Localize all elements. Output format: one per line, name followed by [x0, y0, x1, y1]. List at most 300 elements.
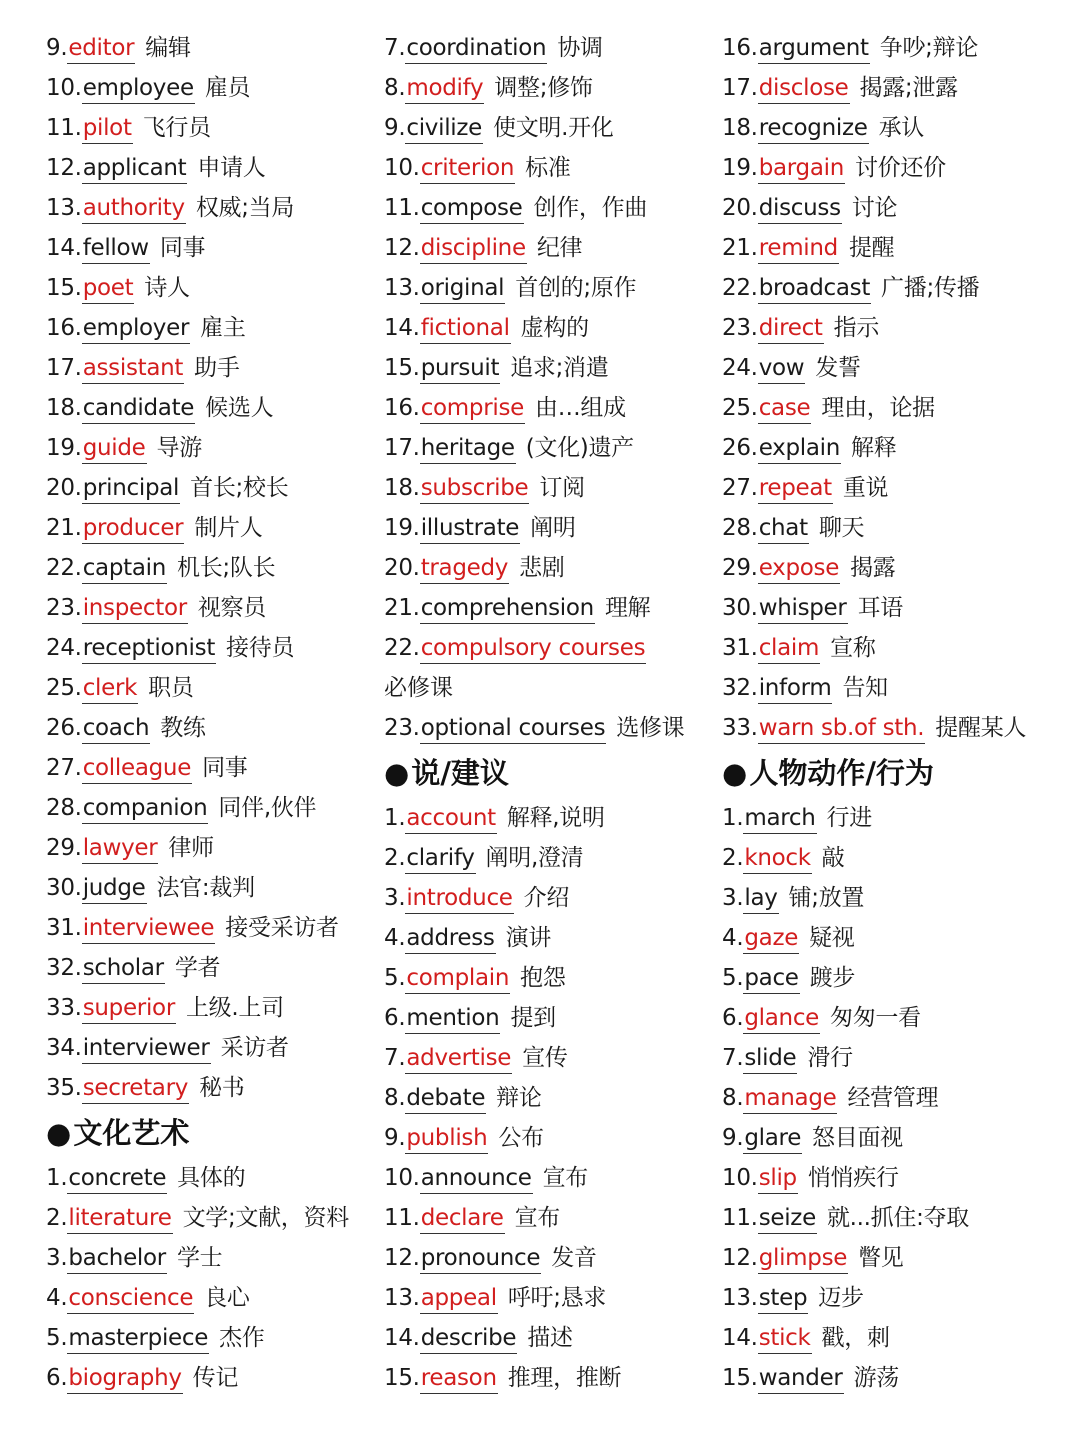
chinese-translation: 教练	[160, 715, 206, 741]
chinese-translation: 悲剧	[519, 555, 565, 581]
vocab-item	[384, 1038, 714, 1078]
vocab-item	[722, 838, 1072, 878]
chinese-translation: 解释,说明	[506, 805, 605, 831]
chinese-translation: 宣布	[542, 1165, 588, 1191]
vocab-item	[46, 508, 366, 548]
english-word: pronounce	[420, 1243, 542, 1274]
english-word: fellow	[82, 233, 150, 264]
english-word: clarify	[405, 843, 475, 874]
english-word: pilot	[82, 113, 133, 144]
english-word: debate	[405, 1083, 486, 1114]
item-number: 27.	[46, 755, 82, 781]
english-word: discipline	[420, 233, 527, 264]
chinese-translation: 接待员	[226, 635, 295, 661]
item-number: 22.	[722, 275, 758, 301]
item-number: 12.	[46, 155, 82, 181]
chinese-translation: 辩论	[496, 1085, 542, 1111]
vocab-item	[722, 228, 1072, 268]
col1-list2	[46, 1158, 366, 1398]
english-word: vow	[758, 353, 806, 384]
chinese-translation: 解释	[851, 435, 897, 461]
item-number: 6.	[384, 1005, 406, 1031]
chinese-translation: 发音	[551, 1245, 597, 1271]
vocab-item	[722, 268, 1072, 308]
col2-item23	[384, 708, 714, 748]
vocab-item	[722, 28, 1072, 68]
section-heading-culture-art	[46, 1108, 366, 1158]
heading-text: 说/建议	[411, 756, 509, 790]
english-word: tragedy	[420, 553, 509, 584]
item-number: 31.	[722, 635, 758, 661]
chinese-translation: 匆匆一看	[830, 1005, 921, 1031]
item-number: 33.	[46, 995, 82, 1021]
english-word: appeal	[420, 1283, 498, 1314]
chinese-translation: (文化)遗产	[525, 435, 634, 461]
english-word: inform	[758, 673, 833, 704]
vocab-item	[722, 998, 1072, 1038]
chinese-translation: 经营管理	[847, 1085, 939, 1111]
vocab-item	[46, 748, 366, 788]
vocab-item	[46, 188, 366, 228]
item-number: 6.	[722, 1005, 744, 1031]
english-word: remind	[758, 233, 839, 264]
item-number: 23.	[384, 715, 420, 741]
english-word: wander	[758, 1363, 844, 1394]
item-number: 23.	[46, 595, 82, 621]
vocab-item	[384, 1318, 714, 1358]
vocab-item	[384, 1358, 714, 1398]
chinese-translation: 具体的	[177, 1165, 246, 1191]
bullet-icon: ●	[384, 756, 410, 790]
english-word: discuss	[758, 193, 842, 224]
vocab-item	[46, 268, 366, 308]
english-word: introduce	[405, 883, 513, 914]
vocab-item	[384, 878, 714, 918]
vocab-item	[722, 108, 1072, 148]
vocab-item	[722, 508, 1072, 548]
item-number: 8.	[384, 75, 406, 101]
english-word: glance	[743, 1003, 820, 1034]
english-word: march	[743, 803, 816, 834]
chinese-translation: 追求;消遣	[510, 355, 609, 381]
english-word: glare	[743, 1123, 802, 1154]
chinese-translation: 踱步	[809, 965, 856, 991]
vocab-item	[722, 668, 1072, 708]
english-word: pace	[743, 963, 799, 994]
chinese-translation: 指示	[833, 315, 880, 341]
heading-text: 文化艺术	[73, 1116, 190, 1150]
english-word: optional courses	[420, 713, 607, 744]
item-number: 2.	[46, 1205, 68, 1231]
vocab-item	[384, 588, 714, 628]
chinese-translation: 阐明,澄清	[485, 845, 584, 871]
chinese-translation: 机长;队长	[177, 555, 276, 581]
item-number: 13.	[46, 195, 82, 221]
col1-list	[46, 28, 366, 1108]
item-number: 12.	[384, 235, 420, 261]
english-word: bargain	[758, 153, 845, 184]
chinese-translation: 提醒某人	[935, 715, 1027, 741]
english-word: bachelor	[67, 1243, 167, 1274]
chinese-translation: 宣布	[514, 1205, 560, 1231]
english-word: whisper	[758, 593, 848, 624]
chinese-translation: 良心	[204, 1285, 250, 1311]
english-word: masterpiece	[67, 1323, 209, 1354]
english-word: candidate	[82, 393, 195, 424]
item-number: 30.	[46, 875, 82, 901]
chinese-translation: 理由，论据	[821, 395, 935, 421]
vocab-item	[384, 468, 714, 508]
chinese-translation: 发誓	[815, 355, 861, 381]
english-word: lawyer	[82, 833, 159, 864]
item-number: 7.	[722, 1045, 744, 1071]
vocab-item	[46, 1238, 366, 1278]
chinese-translation: 讨论	[851, 195, 898, 221]
chinese-translation: 游荡	[853, 1365, 899, 1391]
vocab-item	[384, 148, 714, 188]
col2-list	[384, 28, 714, 668]
item-number: 29.	[722, 555, 758, 581]
item-number: 20.	[46, 475, 82, 501]
vocab-item	[384, 998, 714, 1038]
vocab-item	[722, 1278, 1072, 1318]
item-number: 17.	[722, 75, 758, 101]
chinese-translation: 理解	[604, 595, 651, 621]
vocab-item	[384, 68, 714, 108]
english-word: clerk	[82, 673, 138, 704]
vocab-item	[384, 628, 714, 668]
english-word: broadcast	[758, 273, 871, 304]
chinese-translation: 铺;放置	[788, 885, 865, 911]
english-word: reason	[420, 1363, 498, 1394]
vocab-item	[384, 1158, 714, 1198]
chinese-translation: 宣称	[830, 635, 876, 661]
vocab-item	[46, 468, 366, 508]
item-number: 32.	[722, 675, 758, 701]
english-word: recognize	[758, 113, 869, 144]
chinese-translation: 疑视	[809, 925, 855, 951]
chinese-translation: 戳，刺	[821, 1325, 890, 1351]
chinese-translation: 揭露	[850, 555, 896, 581]
english-word: publish	[405, 1123, 488, 1154]
vocab-item	[722, 1078, 1072, 1118]
chinese-translation: 同伴,伙伴	[218, 795, 317, 821]
chinese-translation: 学士	[176, 1245, 223, 1271]
item-number: 9.	[46, 35, 68, 61]
english-word: compulsory courses	[420, 633, 647, 664]
column-3	[722, 28, 1072, 1398]
vocab-item	[384, 918, 714, 958]
item-number: 27.	[722, 475, 758, 501]
item-number: 10.	[384, 1165, 420, 1191]
vocab-item	[384, 228, 714, 268]
vocab-item	[46, 1278, 366, 1318]
chinese-translation: 飞行员	[142, 115, 211, 141]
item-number: 5.	[384, 965, 406, 991]
chinese-translation: 上级.上司	[185, 995, 284, 1021]
chinese-translation: 提到	[510, 1005, 556, 1031]
chinese-translation: 告知	[842, 675, 888, 701]
english-word: glimpse	[758, 1243, 848, 1274]
chinese-translation: 耳语	[857, 595, 903, 621]
item-number: 9.	[722, 1125, 744, 1151]
vocab-item	[46, 108, 366, 148]
item-number: 13.	[384, 1285, 420, 1311]
vocab-item	[46, 1198, 366, 1238]
item22-translation: 必修课	[384, 675, 453, 701]
vocab-item	[722, 1238, 1072, 1278]
english-word: announce	[420, 1163, 533, 1194]
english-word: pursuit	[420, 353, 501, 384]
item-number: 12.	[722, 1245, 758, 1271]
english-word: principal	[82, 473, 180, 504]
english-word: employee	[82, 73, 195, 104]
item-number: 21.	[722, 235, 758, 261]
english-word: assistant	[82, 353, 184, 384]
item-number: 15.	[46, 275, 82, 301]
chinese-translation: 首长;校长	[190, 475, 289, 501]
vocab-item	[46, 828, 366, 868]
english-word: guide	[82, 433, 147, 464]
vocab-item	[722, 188, 1072, 228]
vocab-item	[46, 708, 366, 748]
vocab-item	[722, 1118, 1072, 1158]
vocab-item	[384, 108, 714, 148]
chinese-translation: 候选人	[205, 395, 274, 421]
english-word: modify	[405, 73, 484, 104]
chinese-translation: 法官:裁判	[156, 875, 255, 901]
chinese-translation: 宣传	[522, 1045, 568, 1071]
chinese-translation: 迈步	[818, 1285, 864, 1311]
vocab-item	[46, 948, 366, 988]
item-number: 19.	[46, 435, 82, 461]
item-number: 7.	[384, 1045, 406, 1071]
english-word: expose	[758, 553, 840, 584]
english-word: editor	[67, 33, 135, 64]
item-number: 1.	[46, 1165, 68, 1191]
english-word: describe	[420, 1323, 518, 1354]
english-word: lay	[743, 883, 778, 914]
english-word: illustrate	[420, 513, 520, 544]
chinese-translation: 订阅	[539, 475, 585, 501]
english-word: slide	[743, 1043, 797, 1074]
chinese-translation: 文学;文献，资料	[182, 1205, 349, 1231]
chinese-translation: 行进	[826, 805, 872, 831]
vocab-item	[46, 668, 366, 708]
vocab-item	[46, 588, 366, 628]
item-number: 13.	[722, 1285, 758, 1311]
chinese-translation: 选修课	[616, 715, 685, 741]
chinese-translation: 演讲	[505, 925, 552, 951]
item-number: 33.	[722, 715, 758, 741]
chinese-translation: 呼吁;恳求	[507, 1285, 607, 1311]
item-number: 19.	[384, 515, 420, 541]
vocab-item	[46, 28, 366, 68]
item-number: 6.	[46, 1365, 68, 1391]
chinese-translation: 接受采访者	[225, 915, 339, 941]
item-number: 16.	[46, 315, 82, 341]
vocab-item	[46, 1028, 366, 1068]
chinese-translation: 阐明	[530, 515, 576, 541]
vocab-item	[722, 588, 1072, 628]
col3-list2	[722, 798, 1072, 1398]
chinese-translation: 同事	[159, 235, 206, 261]
vocab-item	[722, 708, 1072, 748]
vocab-item	[722, 1198, 1072, 1238]
vocab-item	[722, 308, 1072, 348]
english-word: inspector	[82, 593, 188, 624]
english-word: superior	[82, 993, 176, 1024]
chinese-translation: 悄悄疾行	[807, 1165, 899, 1191]
item-number: 23.	[722, 315, 758, 341]
item-number: 13.	[384, 275, 420, 301]
item-number: 26.	[46, 715, 82, 741]
english-word: producer	[82, 513, 185, 544]
vocab-item	[722, 878, 1072, 918]
vocab-item	[384, 958, 714, 998]
chinese-translation: 同事	[202, 755, 248, 781]
item-number: 3.	[384, 885, 406, 911]
item-number: 20.	[384, 555, 420, 581]
vocab-item	[722, 548, 1072, 588]
chinese-translation: 广播;传播	[881, 275, 980, 301]
english-word: biography	[67, 1363, 182, 1394]
vocab-item	[722, 428, 1072, 468]
vocab-item	[46, 1358, 366, 1398]
chinese-translation: 瞥见	[858, 1245, 904, 1271]
vocab-item	[46, 628, 366, 668]
item-number: 5.	[722, 965, 744, 991]
vocab-item	[46, 988, 366, 1028]
chinese-translation: 编辑	[145, 35, 191, 61]
item-number: 11.	[722, 1205, 758, 1231]
vocab-item	[46, 348, 366, 388]
vocab-item	[384, 508, 714, 548]
item-number: 22.	[46, 555, 82, 581]
item-number: 14.	[384, 315, 420, 341]
chinese-translation: 使文明.开化	[493, 115, 614, 141]
english-word: interviewer	[82, 1033, 211, 1064]
item-number: 10.	[46, 75, 82, 101]
vocab-item	[384, 1118, 714, 1158]
english-word: poet	[82, 273, 135, 304]
item-number: 19.	[722, 155, 758, 181]
item-number: 4.	[722, 925, 744, 951]
english-word: authority	[82, 193, 186, 224]
item-number: 24.	[722, 355, 758, 381]
item-number: 16.	[384, 395, 420, 421]
item-number: 8.	[722, 1085, 744, 1111]
item-number: 15.	[722, 1365, 758, 1391]
item-number: 15.	[384, 1365, 420, 1391]
item-number: 2.	[722, 845, 744, 871]
chinese-translation: 虚构的	[520, 315, 589, 341]
vocab-item	[722, 388, 1072, 428]
english-word: direct	[758, 313, 824, 344]
vocab-item	[722, 628, 1072, 668]
item-number: 32.	[46, 955, 82, 981]
vocab-item	[384, 28, 714, 68]
chinese-translation: 描述	[527, 1325, 573, 1351]
english-word: subscribe	[420, 473, 530, 504]
vocab-item	[722, 798, 1072, 838]
vocab-item	[384, 388, 714, 428]
heading-text: 人物动作/行为	[749, 756, 934, 790]
col3-list	[722, 28, 1072, 748]
chinese-translation: 揭露;泄露	[859, 75, 958, 101]
item-number: 25.	[722, 395, 758, 421]
vocab-item	[384, 348, 714, 388]
chinese-translation: 协调	[557, 35, 603, 61]
english-word: manage	[743, 1083, 837, 1114]
english-word: companion	[82, 793, 209, 824]
english-word: interviewee	[82, 913, 216, 944]
vocab-item	[722, 148, 1072, 188]
item-number: 3.	[722, 885, 744, 911]
item-number: 17.	[384, 435, 420, 461]
english-word: captain	[82, 553, 167, 584]
english-word: slip	[758, 1163, 798, 1194]
chinese-translation: 由…组成	[535, 395, 626, 421]
chinese-translation: 滑行	[807, 1045, 853, 1071]
section-heading-actions	[722, 748, 1072, 798]
vocab-item	[722, 468, 1072, 508]
item-number: 11.	[384, 1205, 420, 1231]
english-word: warn sb.of sth.	[758, 713, 926, 744]
english-word: secretary	[82, 1073, 189, 1104]
chinese-translation: 就...抓住:夺取	[826, 1205, 969, 1231]
english-word: coach	[82, 713, 151, 744]
item-number: 12.	[384, 1245, 420, 1271]
chinese-translation: 抱怨	[520, 965, 566, 991]
vocab-item	[384, 708, 714, 748]
vocab-item	[722, 1158, 1072, 1198]
chinese-translation: 视察员	[197, 595, 266, 621]
vocab-item	[722, 1038, 1072, 1078]
item-number: 5.	[46, 1325, 68, 1351]
english-word: criterion	[420, 153, 515, 184]
english-word: complain	[405, 963, 510, 994]
vocab-item	[46, 868, 366, 908]
chinese-translation: 敲	[821, 845, 845, 871]
chinese-translation: 学者	[174, 955, 221, 981]
english-word: literature	[67, 1203, 172, 1234]
english-word: comprise	[420, 393, 525, 424]
english-word: disclose	[758, 73, 850, 104]
english-word: chat	[758, 513, 809, 544]
english-word: case	[758, 393, 812, 424]
vocab-item	[384, 548, 714, 588]
column-2	[384, 28, 714, 1398]
item-number: 11.	[384, 195, 420, 221]
item-number: 21.	[46, 515, 82, 541]
vocab-item	[46, 1318, 366, 1358]
column-1	[46, 28, 366, 1398]
chinese-translation: 公布	[498, 1125, 544, 1151]
english-word: argument	[758, 33, 870, 64]
item-number: 20.	[722, 195, 758, 221]
item-number: 14.	[46, 235, 82, 261]
vocab-item	[722, 918, 1072, 958]
chinese-translation: 讨价还价	[855, 155, 946, 181]
item-number: 1.	[384, 805, 406, 831]
item-number: 1.	[722, 805, 744, 831]
vocab-item	[384, 188, 714, 228]
chinese-translation: 申请人	[197, 155, 266, 181]
english-word: compose	[420, 193, 524, 224]
english-word: comprehension	[420, 593, 595, 624]
english-word: advertise	[405, 1043, 512, 1074]
